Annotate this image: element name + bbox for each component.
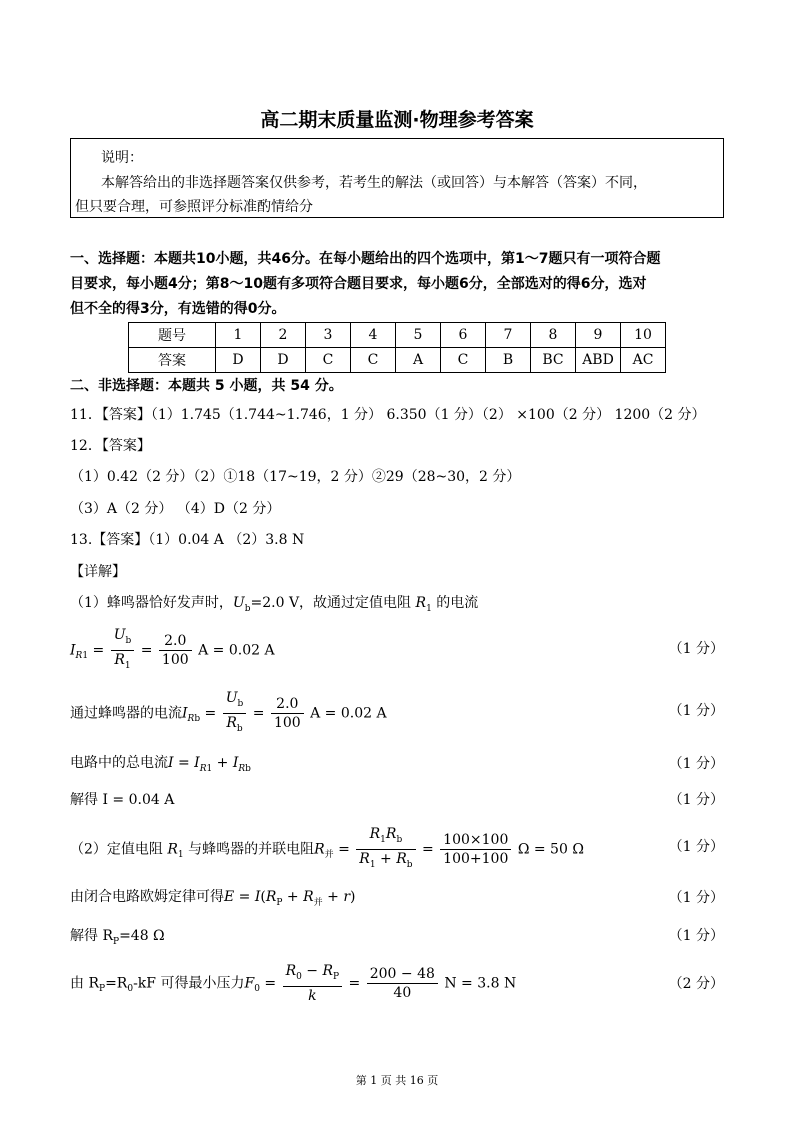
table-cell: 10 bbox=[621, 323, 666, 348]
section1-line3: 但不全的得3分，有选错的得0分。 bbox=[70, 301, 286, 317]
table-cell: 9 bbox=[576, 323, 621, 348]
equation-ohms-law: 由闭合电路欧姆定律可得$E = I(R_P + R_并 + r)$ bbox=[70, 889, 356, 908]
table-row bbox=[129, 348, 666, 373]
page-footer: 第 1 页 共 16 页 bbox=[355, 1074, 439, 1087]
equation-solve-rp: 解得 $R_P=48$ Ω bbox=[70, 928, 165, 947]
table-cell: 8 bbox=[531, 323, 576, 348]
score-label: （1 分） bbox=[668, 792, 724, 808]
table-row bbox=[129, 323, 666, 348]
page-title: 高二期末质量监测·物理参考答案 bbox=[260, 109, 534, 131]
score-label: （1 分） bbox=[668, 756, 724, 772]
table-cell: A bbox=[396, 348, 441, 373]
table-cell: 4 bbox=[351, 323, 396, 348]
section1-line1: 一、选择题：本题共10小题，共46分。在每小题给出的四个选项中，第1～7题只有一项符合题 bbox=[70, 251, 661, 267]
note-label: 说明： bbox=[101, 150, 143, 166]
q13-heading: 13.【答案】（1）0.04 A （2）3.8 N bbox=[70, 532, 305, 548]
score-label: （1 分） bbox=[668, 641, 724, 657]
table-cell: D bbox=[216, 348, 261, 373]
table-cell: 2 bbox=[261, 323, 306, 348]
table-cell: 1 bbox=[216, 323, 261, 348]
equation-total-current: 电路中的总电流$I = I_{R1} + I_{Rb}$ bbox=[70, 755, 251, 774]
table-cell: B bbox=[486, 348, 531, 373]
note-box bbox=[70, 138, 724, 218]
q13-part1-text: （1）蜂鸣器恰好发声时，$U_b=2.0$ V，故通过定值电阻 $R_1$ 的电流 bbox=[70, 595, 479, 614]
score-label: （1 分） bbox=[668, 703, 724, 719]
equation-current-r1: $I_{R1}$ = $\frac{U_b}{R_1}$ = $\frac{2.0}{100}$ A = 0.02 A bbox=[70, 627, 275, 671]
table-cell: 6 bbox=[441, 323, 486, 348]
note-line-1: 本解答给出的非选择题答案仅供参考，若考生的解法（或回答）与本解答（答案）不同， bbox=[101, 175, 647, 191]
q11-answer: 11．【答案】（1）1.745（1.744~1.746，1 分） 6.350（1 分）（2） ×100（2 分） 1200（2 分） bbox=[70, 407, 706, 423]
equation-parallel-resistance: （2）定值电阻 $R_1$ 与蜂鸣器的并联电阻$R_并$ = $\frac{R_1R_b}{R_1 + R_b}$ = $\frac{100\times 100}{100+100}$ Ω = 50 Ω bbox=[70, 826, 584, 870]
equation-min-force: 由 $R_P=R_0-kF$ 可得最小压力$F_0$ = $\frac{R_0 - R_P}{k}$ = $\frac{200 - 48}{40}$ N = 3.8 N bbox=[70, 963, 517, 1004]
table-header-cell: 题号 bbox=[129, 323, 216, 348]
score-label: （1 分） bbox=[668, 839, 724, 855]
table-cell: C bbox=[351, 348, 396, 373]
table-cell: C bbox=[306, 348, 351, 373]
table-cell: C bbox=[441, 348, 486, 373]
table-header-cell: 答案 bbox=[129, 348, 216, 373]
q12-heading: 12．【答案】 bbox=[70, 438, 151, 454]
answer-table bbox=[128, 322, 666, 373]
section1-line2: 目要求，每小题4分；第8～10题有多项符合题目要求，每小题6分，全部选对的得6分，选对 bbox=[70, 276, 647, 292]
note-line-2: 但只要合理，可参照评分标准酌情给分 bbox=[75, 199, 313, 215]
table-cell: 5 bbox=[396, 323, 441, 348]
table-cell: 3 bbox=[306, 323, 351, 348]
q12-line-2: （3）A（2 分） （4）D（2 分） bbox=[70, 501, 281, 517]
score-label: （1 分） bbox=[668, 928, 724, 944]
table-cell: AC bbox=[621, 348, 666, 373]
table-cell: D bbox=[261, 348, 306, 373]
section2-heading: 二、非选择题：本题共 5 小题，共 54 分。 bbox=[70, 378, 343, 394]
score-label: （2 分） bbox=[668, 976, 724, 992]
score-label: （1 分） bbox=[668, 890, 724, 906]
q13-detail: 【详解】 bbox=[70, 564, 126, 580]
table-cell: BC bbox=[531, 348, 576, 373]
table-cell: ABD bbox=[576, 348, 621, 373]
table-cell: 7 bbox=[486, 323, 531, 348]
q12-line-1: （1）0.42（2 分）（2）①18（17~19，2 分）②29（28~30，2 分） bbox=[70, 469, 521, 485]
equation-current-buzzer: 通过蜂鸣器的电流$I_{Rb}$ = $\frac{U_b}{R_b}$ = $\frac{2.0}{100}$ A = 0.02 A bbox=[70, 690, 387, 734]
equation-solve-current: 解得 I = 0.04 A bbox=[70, 792, 175, 808]
